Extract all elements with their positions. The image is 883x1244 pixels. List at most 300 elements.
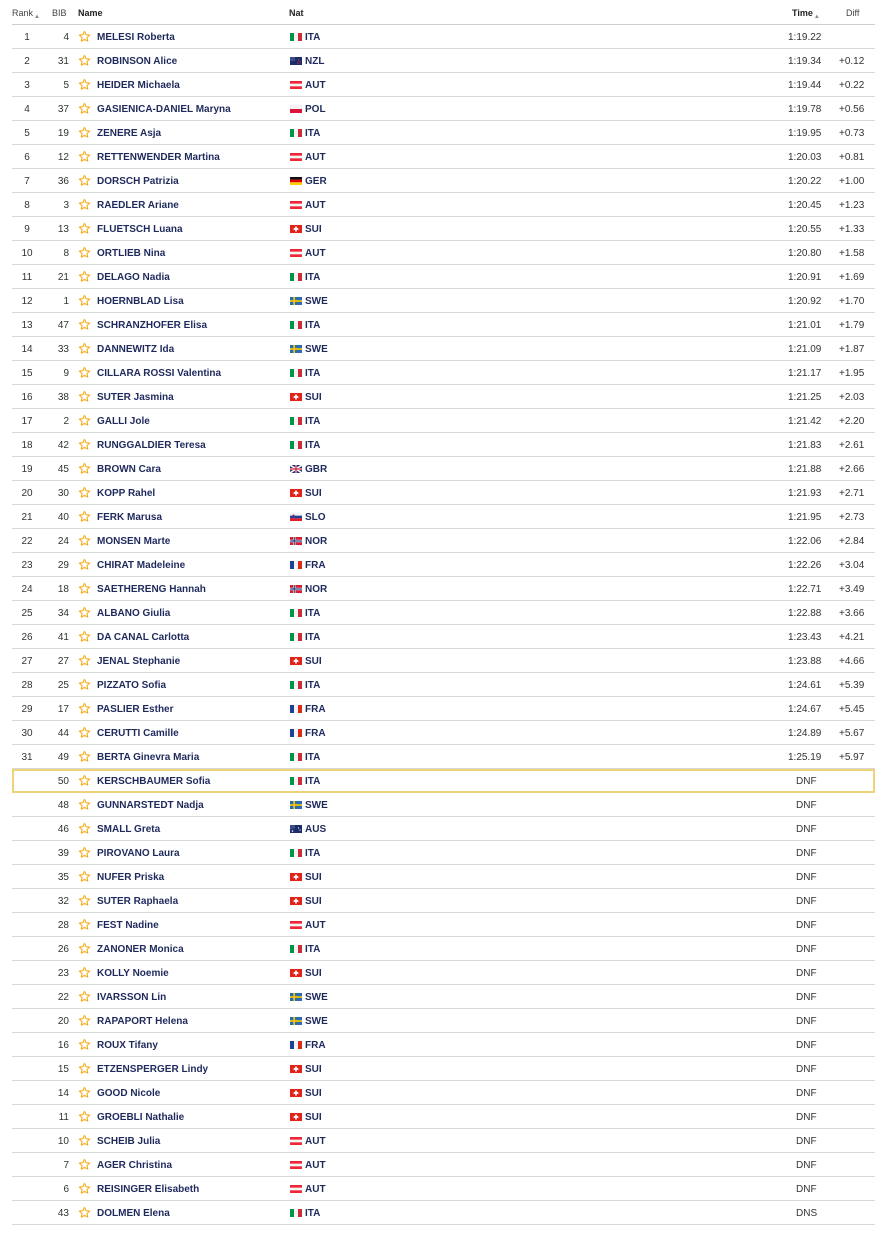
favorite-star-icon[interactable] <box>78 630 92 644</box>
table-row[interactable] <box>12 73 875 97</box>
time-cell: DNF <box>796 1016 817 1027</box>
nation-cell: AUT <box>305 1160 326 1171</box>
table-row[interactable] <box>12 553 875 577</box>
table-row[interactable] <box>12 889 875 913</box>
table-row[interactable] <box>12 1105 875 1129</box>
diff-cell: +2.73 <box>839 512 865 523</box>
athlete-name-link[interactable]: SCHRANZHOFER Elisa <box>97 320 208 331</box>
table-row[interactable] <box>12 433 875 457</box>
rank-cell: 7 <box>24 176 30 187</box>
athlete-name-link[interactable]: CERUTTI Camille <box>97 728 179 739</box>
fra-flag-icon <box>290 729 301 737</box>
athlete-name-link[interactable]: KERSCHBAUMER Sofia <box>97 776 211 787</box>
rank-cell: 26 <box>21 632 33 643</box>
table-row[interactable] <box>12 361 875 385</box>
table-row[interactable] <box>12 1081 875 1105</box>
favorite-star-icon[interactable] <box>78 126 92 140</box>
swe-flag-icon <box>290 993 301 1001</box>
sui-flag-icon <box>290 873 301 881</box>
aut-flag-icon <box>290 201 301 209</box>
diff-cell: +1.79 <box>839 320 865 331</box>
athlete-name-link[interactable]: CILLARA ROSSI Valentina <box>97 368 222 379</box>
table-row[interactable] <box>12 865 875 889</box>
nation-cell: AUS <box>305 824 327 835</box>
rank-cell: 11 <box>21 272 33 283</box>
diff-cell: +1.95 <box>839 368 865 379</box>
favorite-star-icon[interactable] <box>78 558 92 572</box>
time-cell: 1:20.80 <box>788 248 822 259</box>
nation-cell: GER <box>305 176 327 187</box>
ita-flag-icon <box>290 369 301 377</box>
time-cell: DNF <box>796 848 817 859</box>
diff-cell: +3.04 <box>839 560 865 571</box>
athlete-name-link[interactable]: ROUX Tifany <box>97 1040 158 1051</box>
nation-cell: SUI <box>305 488 322 499</box>
sort-ascending-icon: ▲ <box>34 14 40 20</box>
table-row[interactable] <box>12 721 875 745</box>
table-row[interactable] <box>12 121 875 145</box>
diff-cell: +1.33 <box>839 224 865 235</box>
table-row[interactable] <box>12 985 875 1009</box>
table-row[interactable] <box>12 193 875 217</box>
time-cell: 1:21.09 <box>788 344 822 355</box>
table-row[interactable] <box>12 409 875 433</box>
favorite-star-icon[interactable] <box>78 366 92 380</box>
nation-cell: FRA <box>305 728 326 739</box>
athlete-name-link[interactable]: ZANONER Monica <box>97 944 184 955</box>
table-row[interactable] <box>12 961 875 985</box>
bib-cell: 28 <box>57 920 69 931</box>
table-row[interactable] <box>12 1153 875 1177</box>
athlete-name-link[interactable]: ZENERE Asja <box>97 128 162 139</box>
time-cell: 1:21.83 <box>788 440 822 451</box>
favorite-star-icon[interactable] <box>78 582 92 596</box>
athlete-name-link[interactable]: FLUETSCH Luana <box>97 224 183 235</box>
time-cell: 1:22.26 <box>788 560 822 571</box>
table-row[interactable] <box>12 217 875 241</box>
table-row[interactable] <box>12 49 875 73</box>
favorite-star-icon[interactable] <box>78 750 92 764</box>
table-row[interactable] <box>12 457 875 481</box>
ita-flag-icon <box>290 129 301 137</box>
aut-flag-icon <box>290 81 301 89</box>
rank-cell: 1 <box>24 32 30 43</box>
diff-cell: +4.66 <box>839 656 865 667</box>
bib-cell: 19 <box>57 128 69 139</box>
time-cell: 1:21.42 <box>788 416 822 427</box>
athlete-name-link[interactable]: KOLLY Noemie <box>97 968 169 979</box>
table-row[interactable] <box>12 25 875 49</box>
table-row[interactable] <box>12 817 875 841</box>
nation-cell: ITA <box>305 752 321 763</box>
nation-cell: ITA <box>305 272 321 283</box>
results-rows <box>12 25 875 1225</box>
time-cell: DNF <box>796 1088 817 1099</box>
favorite-star-icon[interactable] <box>78 198 92 212</box>
time-cell: 1:19.44 <box>788 80 822 91</box>
nation-cell: FRA <box>305 560 326 571</box>
time-cell: 1:24.61 <box>788 680 822 691</box>
athlete-name-link[interactable]: SUTER Jasmina <box>97 392 174 403</box>
favorite-star-icon[interactable] <box>78 990 92 1004</box>
favorite-star-icon[interactable] <box>78 30 92 44</box>
favorite-star-icon[interactable] <box>78 1134 92 1148</box>
diff-column-header[interactable]: Diff <box>846 8 860 18</box>
bib-cell: 21 <box>57 272 69 283</box>
ger-flag-icon <box>290 177 301 185</box>
bib-cell: 12 <box>57 152 69 163</box>
favorite-star-icon[interactable] <box>78 1206 92 1220</box>
bib-cell: 47 <box>57 320 69 331</box>
athlete-name-link[interactable]: ORTLIEB Nina <box>97 248 166 259</box>
swe-flag-icon <box>290 1017 301 1025</box>
nation-cell: AUT <box>305 1184 326 1195</box>
athlete-name-link[interactable]: RAEDLER Ariane <box>97 200 179 211</box>
table-row[interactable] <box>12 505 875 529</box>
rank-cell: 30 <box>21 728 33 739</box>
rank-cell: 20 <box>21 488 33 499</box>
athlete-name-link[interactable]: GROEBLI Nathalie <box>97 1112 185 1123</box>
aus-flag-icon <box>290 825 301 833</box>
favorite-star-icon[interactable] <box>78 414 92 428</box>
time-cell: 1:20.03 <box>788 152 822 163</box>
favorite-star-icon[interactable] <box>78 510 92 524</box>
favorite-star-icon[interactable] <box>78 942 92 956</box>
athlete-name-link[interactable]: DA CANAL Carlotta <box>97 632 190 643</box>
time-cell: 1:21.93 <box>788 488 822 499</box>
time-cell: 1:19.22 <box>788 32 822 43</box>
bib-cell: 27 <box>57 656 69 667</box>
ita-flag-icon <box>290 849 301 857</box>
nation-cell: SWE <box>305 800 328 811</box>
athlete-name-link[interactable]: KOPP Rahel <box>97 488 156 499</box>
favorite-star-icon[interactable] <box>78 1158 92 1172</box>
athlete-name-link[interactable]: SUTER Raphaela <box>97 896 179 907</box>
athlete-name-link[interactable]: SMALL Greta <box>97 824 161 835</box>
favorite-star-icon[interactable] <box>78 726 92 740</box>
bib-cell: 49 <box>57 752 69 763</box>
nation-cell: ITA <box>305 944 321 955</box>
nation-cell: SUI <box>305 1064 322 1075</box>
rank-cell: 29 <box>21 704 33 715</box>
sui-flag-icon <box>290 393 301 401</box>
time-cell: 1:21.95 <box>788 512 822 523</box>
favorite-star-icon[interactable] <box>78 174 92 188</box>
favorite-star-icon[interactable] <box>78 1110 92 1124</box>
favorite-star-icon[interactable] <box>78 102 92 116</box>
athlete-name-link[interactable]: PIROVANO Laura <box>97 848 180 859</box>
table-row[interactable] <box>12 1057 875 1081</box>
time-cell: 1:24.67 <box>788 704 822 715</box>
athlete-name-link[interactable]: MONSEN Marte <box>97 536 171 547</box>
athlete-name-link[interactable]: REISINGER Elisabeth <box>97 1184 200 1195</box>
time-cell: 1:20.45 <box>788 200 822 211</box>
bib-cell: 4 <box>63 32 69 43</box>
nation-cell: AUT <box>305 920 326 931</box>
favorite-star-icon[interactable] <box>78 678 92 692</box>
time-cell: DNF <box>796 968 817 979</box>
bib-cell: 14 <box>57 1088 69 1099</box>
table-row[interactable] <box>12 1201 875 1225</box>
favorite-star-icon[interactable] <box>78 294 92 308</box>
table-row[interactable] <box>12 289 875 313</box>
table-row[interactable] <box>12 385 875 409</box>
table-row[interactable] <box>12 937 875 961</box>
bib-cell: 43 <box>57 1208 69 1219</box>
athlete-name-link[interactable]: RUNGGALDIER Teresa <box>97 440 206 451</box>
bib-cell: 13 <box>57 224 69 235</box>
nation-cell: ITA <box>305 368 321 379</box>
table-row[interactable] <box>12 769 875 793</box>
time-cell: 1:21.88 <box>788 464 822 475</box>
nation-cell: ITA <box>305 608 321 619</box>
diff-cell: +3.66 <box>839 608 865 619</box>
rank-cell: 8 <box>24 200 30 211</box>
table-row[interactable] <box>12 913 875 937</box>
athlete-name-link[interactable]: GASIENICA-DANIEL Maryna <box>97 104 231 115</box>
diff-cell: +2.03 <box>839 392 865 403</box>
athlete-name-link[interactable]: DANNEWITZ Ida <box>97 344 175 355</box>
favorite-star-icon[interactable] <box>78 534 92 548</box>
athlete-name-link[interactable]: HEIDER Michaela <box>97 80 180 91</box>
favorite-star-icon[interactable] <box>78 966 92 980</box>
athlete-name-link[interactable]: NUFER Priska <box>97 872 165 883</box>
favorite-star-icon[interactable] <box>78 606 92 620</box>
table-row[interactable] <box>12 337 875 361</box>
results-table <box>12 0 875 1225</box>
rank-cell: 2 <box>24 56 30 67</box>
ita-flag-icon <box>290 417 301 425</box>
fra-flag-icon <box>290 1041 301 1049</box>
aut-flag-icon <box>290 921 301 929</box>
nation-cell: ITA <box>305 320 321 331</box>
time-cell: 1:21.17 <box>788 368 822 379</box>
rank-header-label: Rank <box>12 8 34 18</box>
favorite-star-icon[interactable] <box>78 894 92 908</box>
favorite-star-icon[interactable] <box>78 918 92 932</box>
athlete-name-link[interactable]: RETTENWENDER Martina <box>97 152 220 163</box>
aut-flag-icon <box>290 1161 301 1169</box>
sui-flag-icon <box>290 1089 301 1097</box>
nation-cell: ITA <box>305 1208 321 1219</box>
nation-cell: SUI <box>305 872 322 883</box>
time-cell: 1:19.78 <box>788 104 822 115</box>
athlete-name-link[interactable]: IVARSSON Lin <box>97 992 167 1003</box>
rank-cell: 23 <box>21 560 33 571</box>
time-cell: DNF <box>796 872 817 883</box>
rank-cell: 6 <box>24 152 30 163</box>
ita-flag-icon <box>290 633 301 641</box>
table-row[interactable] <box>12 673 875 697</box>
table-row[interactable] <box>12 313 875 337</box>
bib-column-header[interactable]: BIB <box>52 8 67 18</box>
athlete-name-link[interactable]: DORSCH Patrizia <box>97 176 179 187</box>
rank-cell: 25 <box>21 608 33 619</box>
favorite-star-icon[interactable] <box>78 1062 92 1076</box>
time-cell: 1:25.19 <box>788 752 822 763</box>
time-header-label: Time <box>792 8 813 18</box>
athlete-name-link[interactable]: BROWN Cara <box>97 464 161 475</box>
table-row[interactable] <box>12 169 875 193</box>
athlete-name-link[interactable]: CHIRAT Madeleine <box>97 560 186 571</box>
favorite-star-icon[interactable] <box>78 822 92 836</box>
athlete-name-link[interactable]: GALLI Jole <box>97 416 150 427</box>
favorite-star-icon[interactable] <box>78 270 92 284</box>
fra-flag-icon <box>290 705 301 713</box>
table-row[interactable] <box>12 241 875 265</box>
athlete-name-link[interactable]: PIZZATO Sofia <box>97 680 167 691</box>
nation-cell: POL <box>305 104 326 115</box>
favorite-star-icon[interactable] <box>78 318 92 332</box>
nation-cell: SUI <box>305 392 322 403</box>
favorite-star-icon[interactable] <box>78 702 92 716</box>
gbr-flag-icon <box>290 465 301 473</box>
rank-cell: 18 <box>21 440 33 451</box>
bib-cell: 26 <box>57 944 69 955</box>
favorite-star-icon[interactable] <box>78 486 92 500</box>
table-row[interactable] <box>12 793 875 817</box>
diff-cell: +1.00 <box>839 176 865 187</box>
diff-cell: +5.45 <box>839 704 865 715</box>
nation-cell: SUI <box>305 968 322 979</box>
rank-cell: 14 <box>21 344 33 355</box>
table-row[interactable] <box>12 265 875 289</box>
athlete-name-link[interactable]: DOLMEN Elena <box>97 1208 170 1219</box>
athlete-name-link[interactable]: HOERNBLAD Lisa <box>97 296 184 307</box>
diff-cell: +2.71 <box>839 488 865 499</box>
diff-cell: +1.70 <box>839 296 865 307</box>
favorite-star-icon[interactable] <box>78 654 92 668</box>
table-row[interactable] <box>12 97 875 121</box>
bib-cell: 33 <box>57 344 69 355</box>
athlete-name-link[interactable]: PASLIER Esther <box>97 704 174 715</box>
favorite-star-icon[interactable] <box>78 1086 92 1100</box>
athlete-name-link[interactable]: FERK Marusa <box>97 512 163 523</box>
nation-cell: AUT <box>305 152 326 163</box>
bib-cell: 16 <box>57 1040 69 1051</box>
athlete-name-link[interactable]: JENAL Stephanie <box>97 656 181 667</box>
rank-cell: 5 <box>24 128 30 139</box>
time-cell: 1:22.88 <box>788 608 822 619</box>
athlete-name-link[interactable]: AGER Christina <box>97 1160 173 1171</box>
favorite-star-icon[interactable] <box>78 1038 92 1052</box>
table-row[interactable] <box>12 1177 875 1201</box>
athlete-name-link[interactable]: DELAGO Nadia <box>97 272 170 283</box>
bib-cell: 32 <box>57 896 69 907</box>
favorite-star-icon[interactable] <box>78 774 92 788</box>
bib-cell: 31 <box>57 56 69 67</box>
rank-column-header[interactable] <box>12 8 40 20</box>
athlete-name-link[interactable]: RAPAPORT Helena <box>97 1016 188 1027</box>
favorite-star-icon[interactable] <box>78 222 92 236</box>
favorite-star-icon[interactable] <box>78 1014 92 1028</box>
athlete-name-link[interactable]: FEST Nadine <box>97 920 159 931</box>
diff-cell: +2.66 <box>839 464 865 475</box>
table-row[interactable] <box>12 1009 875 1033</box>
nation-cell: ITA <box>305 416 321 427</box>
athlete-name-link[interactable]: BERTA Ginevra Maria <box>97 752 200 763</box>
favorite-star-icon[interactable] <box>78 870 92 884</box>
sui-flag-icon <box>290 225 301 233</box>
table-row[interactable] <box>12 1033 875 1057</box>
athlete-name-link[interactable]: MELESI Roberta <box>97 32 175 43</box>
athlete-name-link[interactable]: GUNNARSTEDT Nadja <box>97 800 204 811</box>
table-row[interactable] <box>12 625 875 649</box>
bib-cell: 3 <box>63 200 69 211</box>
table-row[interactable] <box>12 649 875 673</box>
sui-flag-icon <box>290 969 301 977</box>
favorite-star-icon[interactable] <box>78 798 92 812</box>
nation-cell: AUT <box>305 248 326 259</box>
athlete-name-link[interactable]: ROBINSON Alice <box>97 56 178 67</box>
diff-cell: +4.21 <box>839 632 865 643</box>
bib-cell: 41 <box>57 632 69 643</box>
nation-cell: ITA <box>305 440 321 451</box>
table-row[interactable] <box>12 481 875 505</box>
athlete-name-link[interactable]: ALBANO Giulia <box>97 608 171 619</box>
diff-cell: +5.97 <box>839 752 865 763</box>
time-cell: 1:23.88 <box>788 656 822 667</box>
name-column-header[interactable]: Name <box>78 8 103 18</box>
athlete-name-link[interactable]: ETZENSPERGER Lindy <box>97 1064 209 1075</box>
swe-flag-icon <box>290 801 301 809</box>
rank-cell: 19 <box>21 464 33 475</box>
sui-flag-icon <box>290 489 301 497</box>
table-row[interactable] <box>12 745 875 769</box>
favorite-star-icon[interactable] <box>78 78 92 92</box>
favorite-star-icon[interactable] <box>78 390 92 404</box>
table-row[interactable] <box>12 577 875 601</box>
time-cell: 1:24.89 <box>788 728 822 739</box>
table-row[interactable] <box>12 145 875 169</box>
favorite-star-icon[interactable] <box>78 150 92 164</box>
ita-flag-icon <box>290 321 301 329</box>
athlete-name-link[interactable]: SCHEIB Julia <box>97 1136 161 1147</box>
rank-cell: 24 <box>21 584 33 595</box>
table-row[interactable] <box>12 697 875 721</box>
diff-cell: +2.20 <box>839 416 865 427</box>
table-row[interactable] <box>12 841 875 865</box>
favorite-star-icon[interactable] <box>78 246 92 260</box>
athlete-name-link[interactable]: SAETHERENG Hannah <box>97 584 206 595</box>
sui-flag-icon <box>290 1113 301 1121</box>
favorite-star-icon[interactable] <box>78 342 92 356</box>
time-cell: DNF <box>796 920 817 931</box>
time-column-header[interactable] <box>792 8 820 20</box>
ita-flag-icon <box>290 1209 301 1217</box>
diff-cell: +1.58 <box>839 248 865 259</box>
nat-column-header[interactable]: Nat <box>289 8 304 18</box>
favorite-star-icon[interactable] <box>78 846 92 860</box>
ita-flag-icon <box>290 945 301 953</box>
table-row[interactable] <box>12 529 875 553</box>
nzl-flag-icon <box>290 57 301 65</box>
time-cell: 1:23.43 <box>788 632 822 643</box>
favorite-star-icon[interactable] <box>78 1182 92 1196</box>
table-row[interactable] <box>12 601 875 625</box>
favorite-star-icon[interactable] <box>78 54 92 68</box>
table-row[interactable] <box>12 1129 875 1153</box>
swe-flag-icon <box>290 297 301 305</box>
bib-cell: 30 <box>57 488 69 499</box>
favorite-star-icon[interactable] <box>78 462 92 476</box>
favorite-star-icon[interactable] <box>78 438 92 452</box>
nation-cell: AUT <box>305 1136 326 1147</box>
nation-cell: GBR <box>305 464 328 475</box>
bib-cell: 45 <box>57 464 69 475</box>
time-cell: 1:21.25 <box>788 392 822 403</box>
athlete-name-link[interactable]: GOOD Nicole <box>97 1088 161 1099</box>
